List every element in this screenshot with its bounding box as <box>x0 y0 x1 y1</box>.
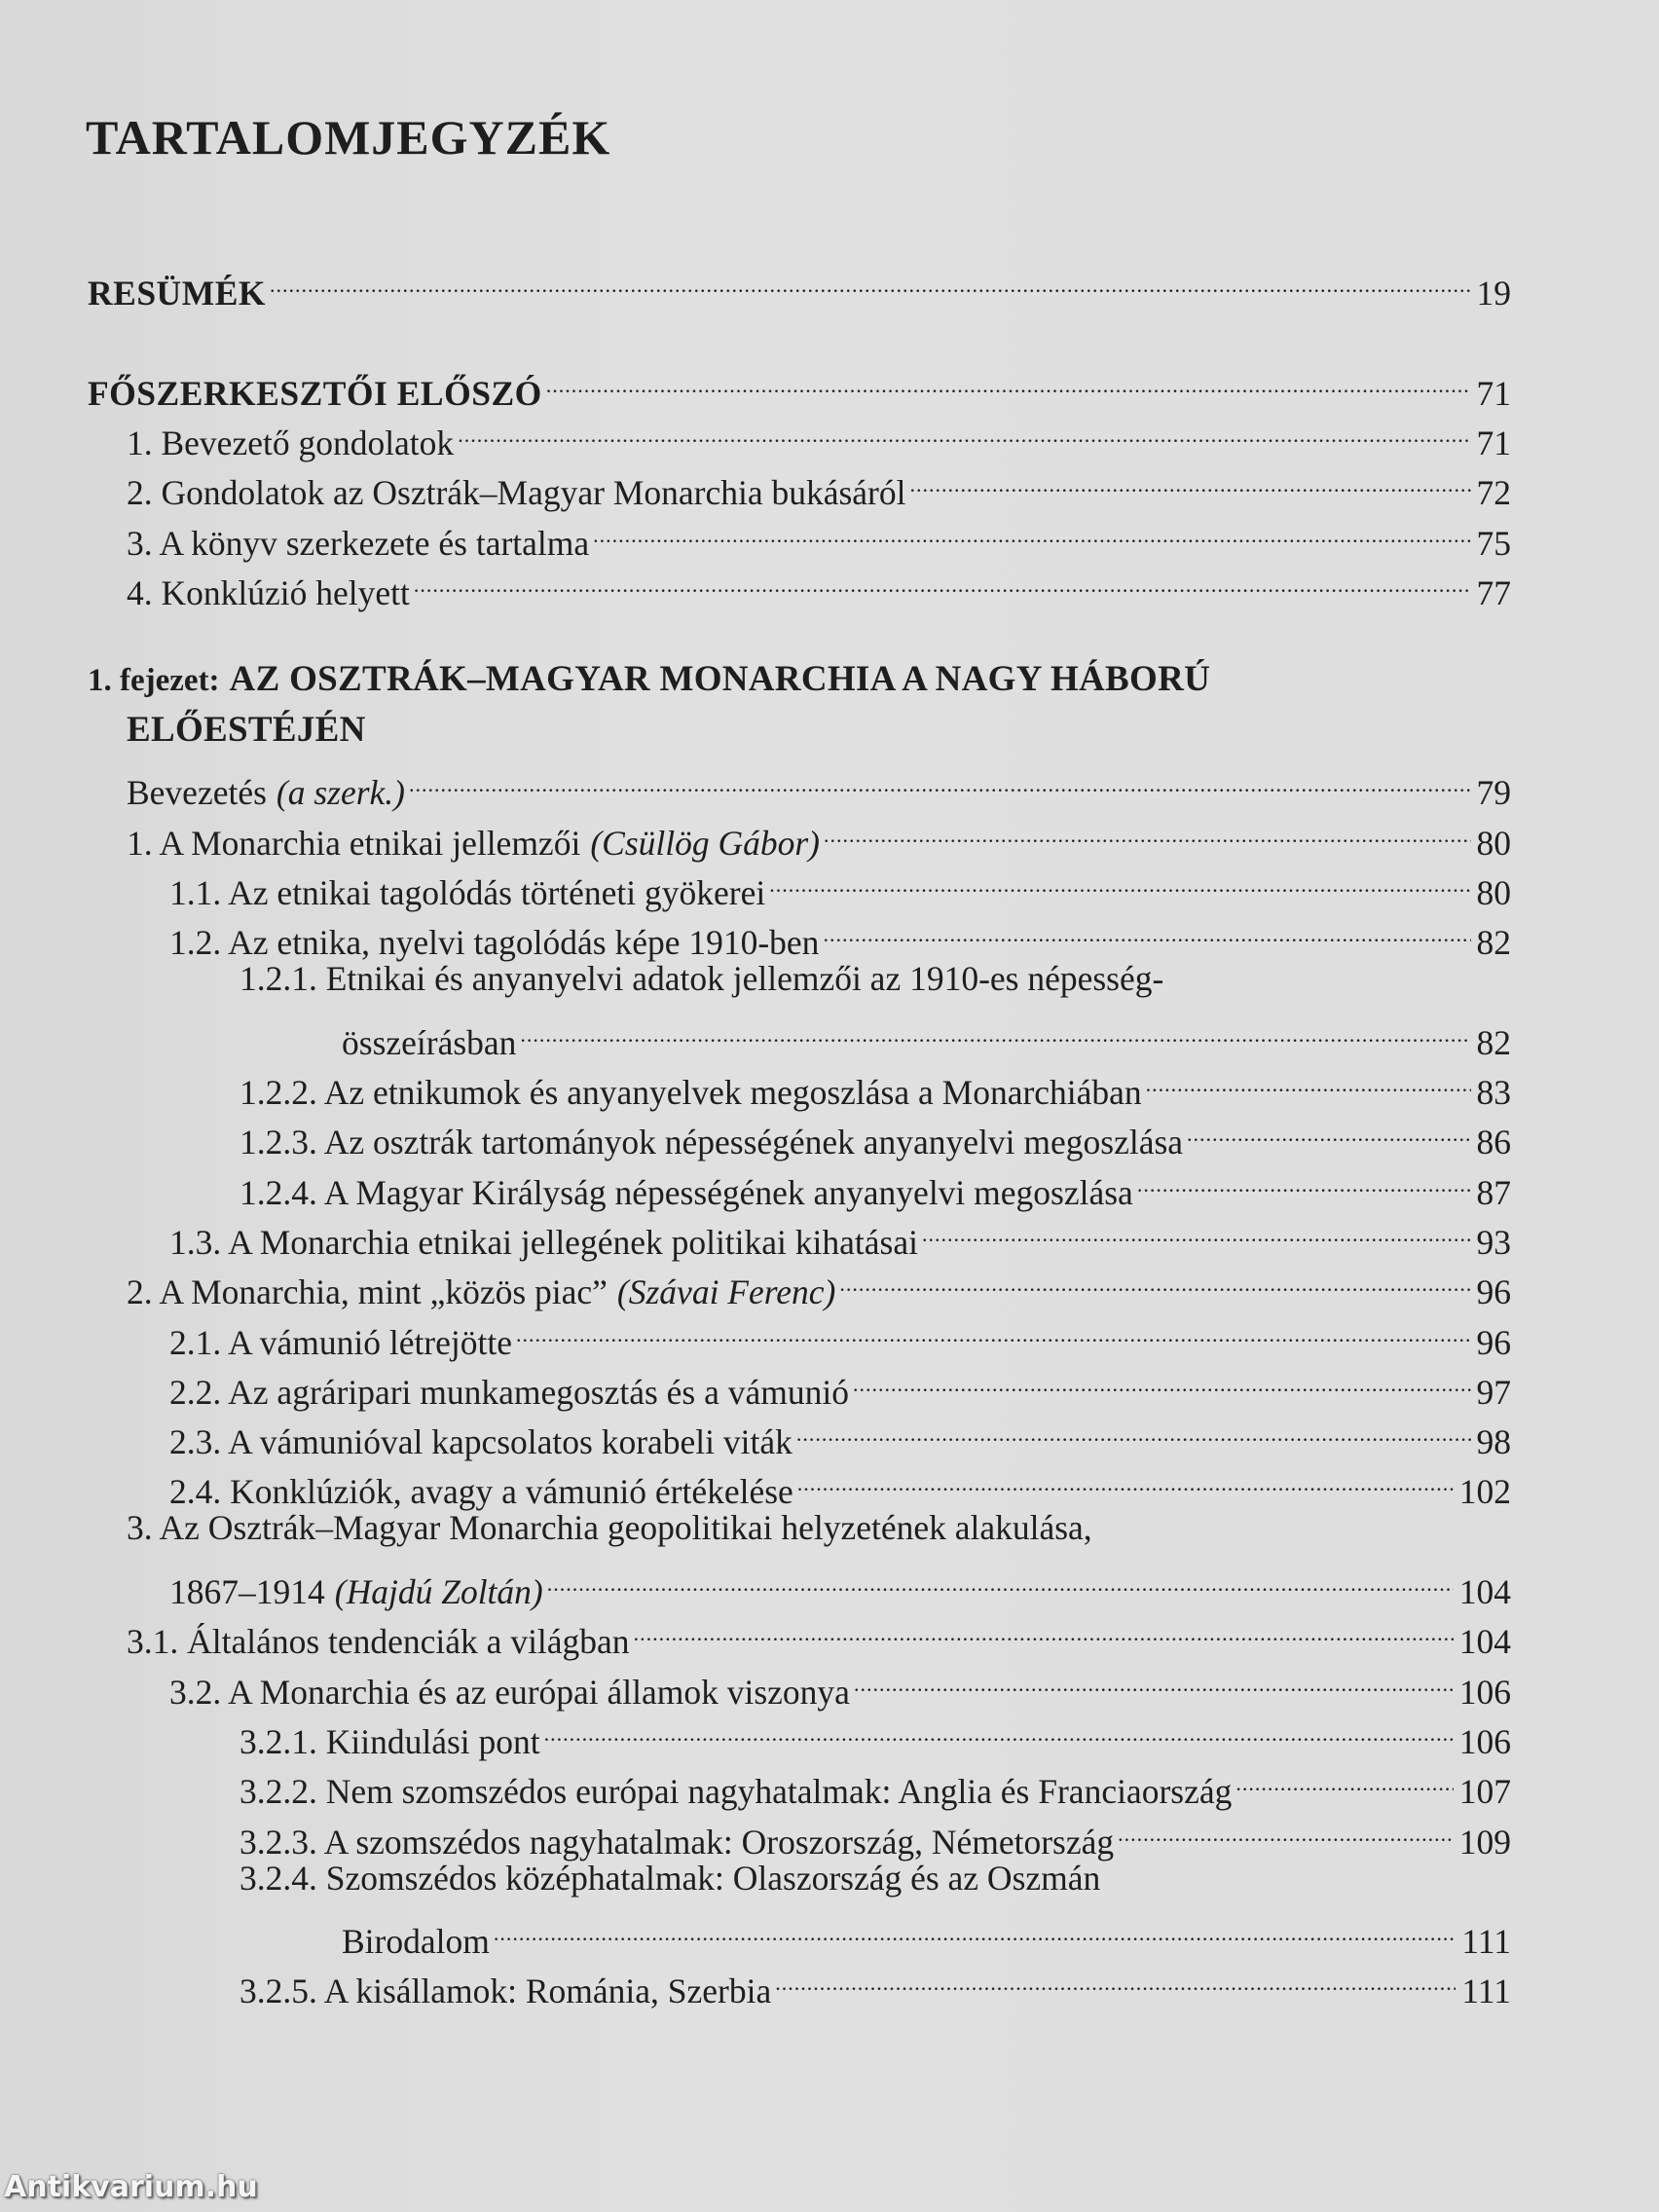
dot-leader <box>1235 1753 1453 1803</box>
entry-title: 3.2.3. A szomszédos nagyhatalmak: Oroszország, Németország <box>240 1822 1115 1862</box>
entry-title: 3.2.4. Szomszédos középhatalmak: Olaszország és az Oszmán <box>240 1858 1101 1898</box>
dot-leader <box>854 1653 1454 1703</box>
dot-leader <box>853 1354 1471 1404</box>
page-number: 102 <box>1458 1472 1511 1512</box>
entry-title: 3.2. A Monarchia és az európai államok viszonya <box>169 1672 850 1712</box>
page-number: 83 <box>1476 1073 1511 1113</box>
page-number: 104 <box>1458 1572 1511 1612</box>
entry-author: (Csüllög Gábor) <box>590 823 821 863</box>
toc-entry <box>88 1503 1511 1553</box>
entry-title: 1.2.2. Az etnikumok és anyanyelvek megoszlása a Monarchiában <box>240 1073 1142 1113</box>
page-number: 111 <box>1461 1922 1511 1962</box>
chapter-title: ELŐESTÉJÉN <box>127 709 366 750</box>
dot-leader <box>823 904 1470 954</box>
entry-title: 2.4. Konklúziók, avagy a vámunió értékelése <box>169 1472 793 1512</box>
entry-title: 2.3. A vámunióval kapcsolatos korabeli viták <box>169 1422 793 1462</box>
toc-entry <box>88 755 1511 813</box>
entry-title: FŐSZERKESZTŐI ELŐSZÓ <box>88 373 542 413</box>
entry-author: (Szávai Ferenc) <box>616 1272 836 1312</box>
dot-leader <box>1146 1054 1471 1104</box>
entry-title: 3.2.2. Nem szomszédos európai nagyhatalmak: Anglia és Franciaország <box>240 1772 1233 1812</box>
toc-entry <box>88 654 1511 704</box>
page-number: 96 <box>1476 1272 1511 1312</box>
entry-title: 3.1. Általános tendenciák a világban <box>127 1622 630 1662</box>
page-number: 71 <box>1476 373 1511 413</box>
dot-leader <box>824 804 1470 854</box>
entry-title: 3.2.1. Kiindulási pont <box>240 1721 540 1761</box>
toc-entry <box>88 1004 1511 1062</box>
entry-title: 1.3. A Monarchia etnikai jellegének politikai kihatásai <box>169 1222 918 1262</box>
page-number: 71 <box>1476 424 1511 463</box>
dot-leader <box>769 855 1470 904</box>
section-gap <box>88 305 1511 354</box>
dot-leader <box>516 1304 1471 1353</box>
dot-leader <box>593 504 1470 554</box>
entry-title: 1.2.3. Az osztrák tartományok népességének anyanyelvi megoszlása <box>240 1123 1184 1162</box>
page-number: 77 <box>1476 573 1511 613</box>
dot-leader <box>494 1903 1456 1953</box>
toc-entry <box>88 1854 1511 1903</box>
dot-leader <box>270 255 1471 305</box>
dot-leader <box>775 1953 1456 2003</box>
page-number: 111 <box>1461 1972 1511 2011</box>
entry-title: 1.2. Az etnika, nyelvi tagolódás képe 1910-ben <box>169 923 820 963</box>
page-number: 98 <box>1476 1422 1511 1462</box>
dot-leader <box>634 1604 1454 1653</box>
entry-title: 4. Konklúzió helyett <box>127 573 410 613</box>
entry-title: 2. A Monarchia, mint „közös piac” <box>127 1272 608 1312</box>
toc-entry <box>88 1554 1511 1612</box>
entry-title: Bevezetés <box>127 773 267 813</box>
toc-entry <box>88 1953 1511 2011</box>
page-number: 96 <box>1476 1322 1511 1362</box>
dot-leader <box>922 1204 1471 1254</box>
page-number: 107 <box>1458 1772 1511 1812</box>
dot-leader <box>797 1454 1454 1503</box>
entry-title: 1.2.1. Etnikai és anyanyelvi adatok jellemzői az 1910-es népesség- <box>240 959 1164 999</box>
page-number: 87 <box>1476 1172 1511 1212</box>
page-title: TARTALOMJEGYZÉK <box>86 110 611 165</box>
page-number: 82 <box>1476 923 1511 963</box>
page-number: 93 <box>1476 1222 1511 1262</box>
page-number: 80 <box>1476 823 1511 863</box>
dot-leader <box>909 455 1470 504</box>
toc-entry <box>88 255 1511 313</box>
toc-entry <box>88 1903 1511 1962</box>
page-number: 97 <box>1476 1372 1511 1412</box>
dot-leader <box>544 1704 1454 1753</box>
entry-title: 1.2.4. A Magyar Királyság népességének anyanyelvi megoszlása <box>240 1172 1133 1212</box>
dot-leader <box>839 1254 1470 1304</box>
table-of-contents <box>88 255 1511 2011</box>
dot-leader <box>1118 1803 1454 1853</box>
entry-title: 1867–1914 <box>169 1572 325 1612</box>
toc-entry <box>88 355 1511 413</box>
entry-title: RESÜMÉK <box>88 274 266 313</box>
entry-title: 3. A könyv szerkezete és tartalma <box>127 523 590 563</box>
toc-entry <box>88 1054 1511 1113</box>
page-number: 104 <box>1458 1622 1511 1662</box>
toc-entry <box>88 705 1511 755</box>
dot-leader <box>414 555 1471 605</box>
entry-title: 3.2.5. A kisállamok: Románia, Szerbia <box>240 1972 772 2011</box>
entry-author: (a szerk.) <box>276 773 405 813</box>
entry-title: összeírásban <box>342 1022 517 1062</box>
page-number: 19 <box>1476 274 1511 313</box>
dot-leader <box>409 755 1471 804</box>
page-number: 109 <box>1458 1822 1511 1862</box>
dot-leader <box>1187 1104 1470 1154</box>
page-number: 75 <box>1476 523 1511 563</box>
page-number: 106 <box>1458 1721 1511 1761</box>
dot-leader <box>458 405 1470 455</box>
dot-leader <box>1137 1154 1471 1203</box>
toc-entry <box>88 954 1511 1004</box>
chapter-title: AZ OSZTRÁK–MAGYAR MONARCHIA A NAGY HÁBORÚ <box>229 659 1211 700</box>
page-number: 86 <box>1476 1123 1511 1162</box>
page-number: 80 <box>1476 872 1511 912</box>
page-number: 79 <box>1476 773 1511 813</box>
entry-title: 1.1. Az etnikai tagolódás történeti gyökerei <box>169 872 766 912</box>
entry-title: 2.2. Az agráripari munkamegosztás és a vámunió <box>169 1372 849 1412</box>
dot-leader <box>546 355 1471 405</box>
page-number: 72 <box>1476 473 1511 513</box>
entry-title: 1. A Monarchia etnikai jellemzői <box>127 823 581 863</box>
page-number: 82 <box>1476 1022 1511 1062</box>
page-number: 106 <box>1458 1672 1511 1712</box>
entry-title: 2. Gondolatok az Osztrák–Magyar Monarchia bukásáról <box>127 473 906 513</box>
entry-title: 2.1. A vámunió létrejötte <box>169 1322 512 1362</box>
dot-leader <box>520 1004 1470 1053</box>
watermark-logo: Antikvarium.hu <box>4 2170 258 2204</box>
chapter-label: 1. fejezet: <box>88 663 220 699</box>
dot-leader <box>796 1404 1471 1454</box>
entry-author: (Hajdú Zoltán) <box>334 1572 543 1612</box>
entry-title: 3. Az Osztrák–Magyar Monarchia geopolitikai helyzetének alakulása, <box>127 1508 1092 1548</box>
entry-title: 1. Bevezető gondolatok <box>127 424 455 463</box>
dot-leader <box>547 1554 1454 1604</box>
entry-title: Birodalom <box>342 1922 490 1962</box>
